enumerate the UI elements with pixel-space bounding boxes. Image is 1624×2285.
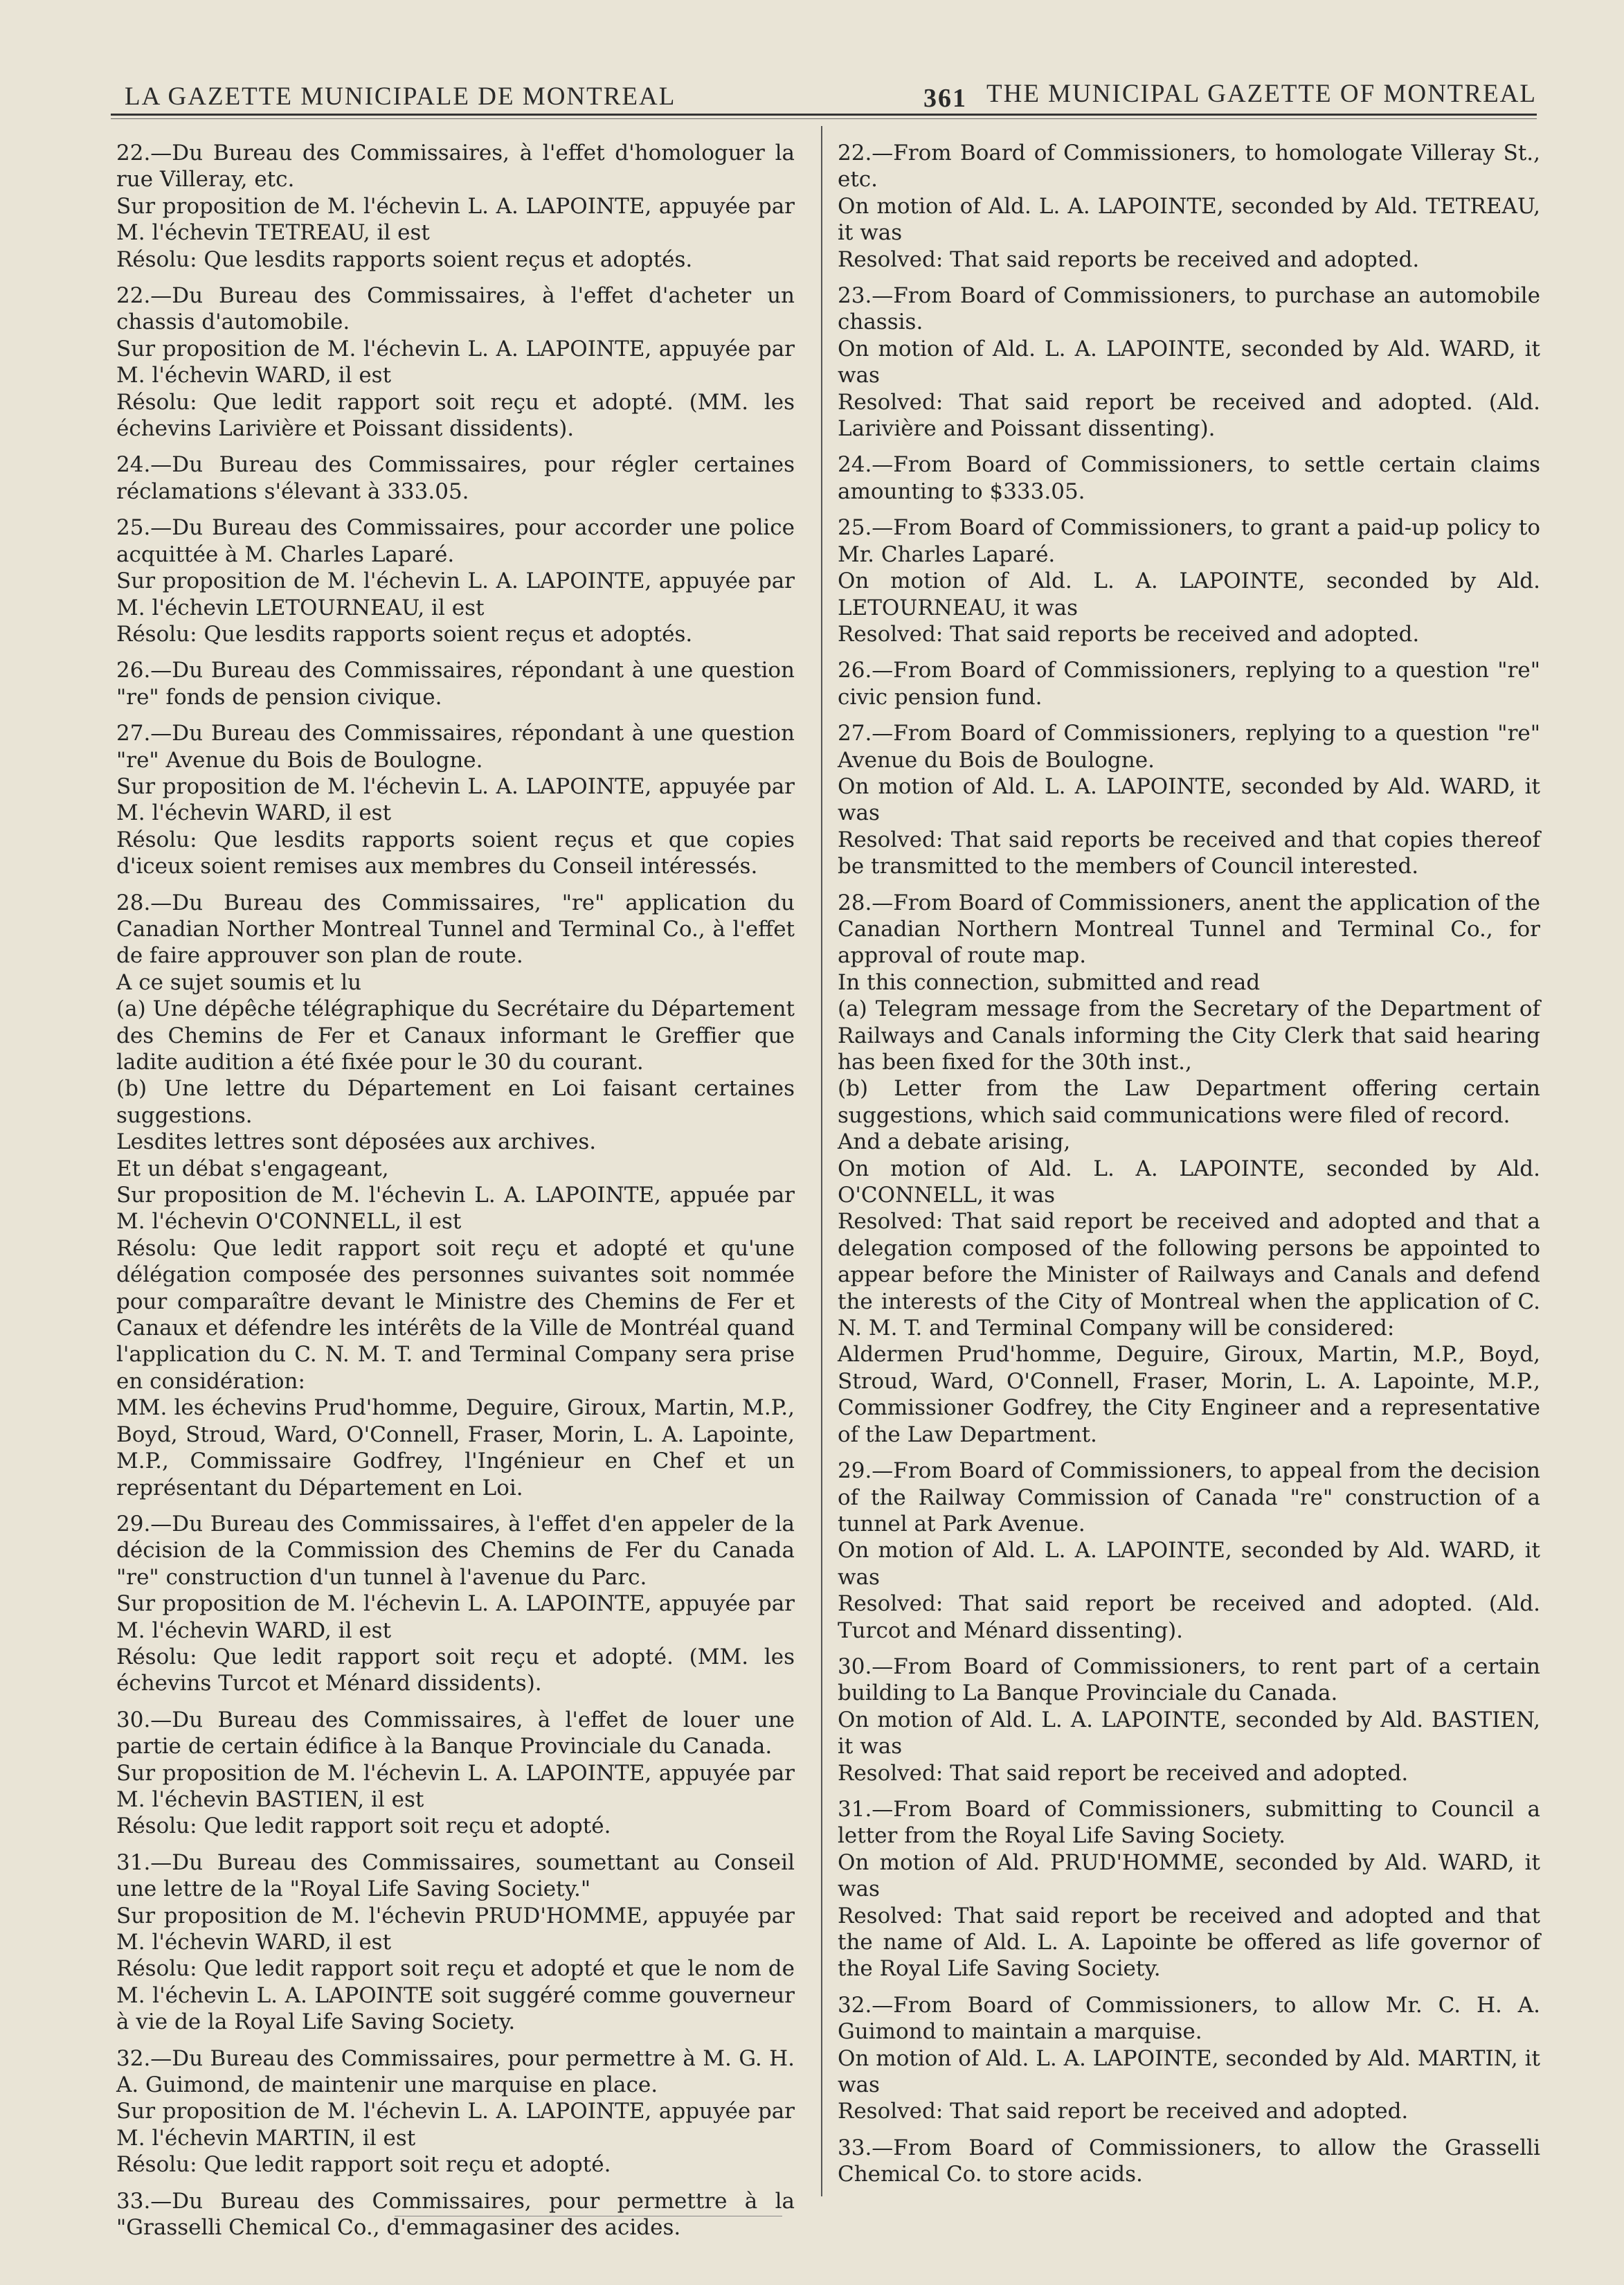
french-column [116,140,795,2241]
french-paragraph: 33.—Du Bureau des Commissaires, pour permettre à la "Grasselli Chemical Co., d'emmagasiner des acides. [116,2188,795,2241]
french-paragraph: 31.—Du Bureau des Commissaires, soumettant au Conseil une lettre de la "Royal Life Saving Society." [116,1849,795,1902]
english-column [838,140,1540,2188]
french-paragraph: 25.—Du Bureau des Commissaires, pour accorder une police acquittée à M. Charles Laparé. [116,515,795,567]
english-paragraph: Resolved: That said report be received and adopted. (Ald. Turcot and Ménard dissenting). [838,1591,1540,1643]
french-paragraph: Lesdites lettres sont déposées aux archives. [116,1129,597,1155]
english-paragraph: On motion of Ald. L. A. LAPOINTE, seconded by Ald. WARD, it was [838,336,1540,388]
english-paragraph: Resolved: That said report be received and adopted. [838,1760,1409,1786]
french-paragraph: 27.—Du Bureau des Commissaires, répondant à une question "re" Avenue du Bois de Boulogne. [116,721,795,773]
english-paragraph: On motion of Ald. L. A. LAPOINTE, seconded by Ald. BASTIEN, it was [838,1707,1540,1759]
french-paragraph: Résolu: Que ledit rapport soit reçu et adopté. [116,2152,611,2178]
french-paragraph: Résolu: Que lesdits rapports soient reçus et que copies d'iceux soient remises aux membres du Conseil intéressés. [116,827,795,879]
french-paragraph: Sur proposition de M. l'échevin L. A. LAPOINTE, appuyée par M. l'échevin WARD, il est [116,336,795,388]
english-paragraph: Resolved: That said report be received and adopted and that the name of Ald. L. A. Lapointe be offered as life governor of the Royal Life Saving Society. [838,1903,1540,1982]
french-paragraph: Et un débat s'engageant, [116,1156,389,1181]
header-rule-thin [111,118,1537,119]
english-paragraph: In this connection, submitted and read [838,969,1261,995]
english-paragraph: 24.—From Board of Commissioners, to settle certain claims amounting to $333.05. [838,452,1540,504]
french-paragraph: Sur proposition de M. l'échevin L. A. LAPOINTE, appuyée par M. l'échevin LETOURNEAU, il est [116,568,795,620]
french-paragraph: Sur proposition de M. l'échevin L. A. LAPOINTE, appuyée par M. l'échevin BASTIEN, il est [116,1760,795,1812]
french-paragraph: Sur proposition de M. l'échevin L. A. LAPOINTE, appuyée par M. l'échevin WARD, il est [116,1591,795,1643]
french-paragraph: Résolu: Que ledit rapport soit reçu et adopté et qu'une délégation composée des personnes suivantes soit nommée pour comparaître devant le Ministre des Chemins de Fer et Canaux et défendre les intérêts de la Ville de Montréal quand l'application du C. N. M. T. and Terminal Company sera prise en considération: [116,1235,795,1394]
french-paragraph: Résolu: Que ledit rapport soit reçu et adopté et que le nom de M. l'échevin L. A. LAPOINTE soit suggéré comme gouverneur à vie de la Royal Life Saving Society. [116,1956,795,2035]
english-paragraph: On motion of Ald. L. A. LAPOINTE, seconded by Ald. O'CONNELL, it was [838,1156,1540,1208]
french-paragraph: MM. les échevins Prud'homme, Deguire, Giroux, Martin, M.P., Boyd, Stroud, Ward, O'Connell, Fraser, Morin, L. A. Lapointe, M.P., Commissaire Godfrey, l'Ingénieur en Chef et un représentant du Département en Loi. [116,1395,795,1500]
page-number: 361 [923,84,967,113]
english-paragraph: 25.—From Board of Commissioners, to grant a paid-up policy to Mr. Charles Laparé. [838,515,1540,567]
french-paragraph: 30.—Du Bureau des Commissaires, à l'effet de louer une partie de certain édifice à la Banque Provinciale du Canada. [116,1707,795,1759]
english-paragraph: 27.—From Board of Commissioners, replying to a question "re" Avenue du Bois de Boulogne. [838,721,1540,773]
page-header [125,75,1537,116]
english-paragraph: On motion of Ald. L. A. LAPOINTE, seconded by Ald. MARTIN, it was [838,2045,1540,2098]
french-paragraph: (a) Une dépêche télégraphique du Secrétaire du Département des Chemins de Fer et Canaux informant le Greffier que ladite audition a été fixée pour le 30 du courant. [116,996,795,1075]
english-paragraph: Resolved: That said reports be received and adopted. [838,247,1420,272]
english-paragraph: Resolved: That said report be received and adopted. [838,2099,1409,2124]
english-paragraph: On motion of Ald. L. A. LAPOINTE, seconded by Ald. WARD, it was [838,773,1540,826]
english-paragraph: On motion of Ald. L. A. LAPOINTE, seconded by Ald. WARD, it was [838,1538,1540,1590]
french-paragraph: Sur proposition de M. l'échevin L. A. LAPOINTE, appuyée par M. l'échevin WARD, il est [116,773,795,826]
column-divider [821,126,822,2196]
french-paragraph: Sur proposition de M. l'échevin L. A. LAPOINTE, appuée par M. l'échevin O'CONNELL, il est [116,1183,795,1235]
french-paragraph: 29.—Du Bureau des Commissaires, à l'effet d'en appeler de la décision de la Commission des Chemins de Fer du Canada "re" construction d'un tunnel à l'avenue du Parc. [116,1511,795,1590]
english-paragraph: 30.—From Board of Commissioners, to rent part of a certain building to La Banque Provinciale du Canada. [838,1654,1540,1706]
english-paragraph: 22.—From Board of Commissioners, to homologate Villeray St., etc. [838,141,1540,192]
english-paragraph: 23.—From Board of Commissioners, to purchase an automobile chassis. [838,283,1540,335]
english-paragraph: Aldermen Prud'homme, Deguire, Giroux, Martin, M.P., Boyd, Stroud, Ward, O'Connell, Fraser, Morin, L. A. Lapointe, M.P., Commissioner Godfrey, the City Engineer and a representative of the Law Department. [838,1342,1540,1447]
english-paragraph: 31.—From Board of Commissioners, submitting to Council a letter from the Royal Life Saving Society. [838,1796,1540,1849]
french-paragraph: Résolu: Que lesdits rapports soient reçus et adoptés. [116,621,693,647]
english-paragraph: 32.—From Board of Commissioners, to allow Mr. C. H. A. Guimond to maintain a marquise. [838,1992,1540,2045]
french-paragraph: 22.—Du Bureau des Commissaires, à l'effet d'acheter un chassis d'automobile. [116,283,795,335]
english-paragraph: 29.—From Board of Commissioners, to appeal from the decision of the Railway Commission of Canada "re" construction of a tunnel at Park Avenue. [838,1458,1540,1536]
english-paragraph: Resolved: That said report be received and adopted. (Ald. Larivière and Poissant dissenting). [838,389,1540,442]
header-rule [111,114,1537,116]
french-paragraph: 26.—Du Bureau des Commissaires, répondant à une question "re" fonds de pension civique. [116,658,795,710]
french-paragraph: 22.—Du Bureau des Commissaires, à l'effet d'homologuer la rue Villeray, etc. [116,141,795,192]
french-paragraph: Sur proposition de M. l'échevin L. A. LAPOINTE, appuyée par M. l'échevin MARTIN, il est [116,2099,795,2151]
english-paragraph: 33.—From Board of Commissioners, to allow the Grasselli Chemical Co. to store acids. [838,2135,1540,2187]
french-paragraph: 24.—Du Bureau des Commissaires, pour régler certaines réclamations s'élevant à 333.05. [116,452,795,504]
english-paragraph: On motion of Ald. L. A. LAPOINTE, seconded by Ald. TETREAU, it was [838,193,1540,246]
french-paragraph: A ce sujet soumis et lu [116,969,362,995]
french-paragraph: Résolu: Que ledit rapport soit reçu et adopté. [116,1813,611,1839]
french-paragraph: 28.—Du Bureau des Commissaires, "re" application du Canadian Norther Montreal Tunnel and Terminal Co., à l'effet de faire approuver son plan de route. [116,890,795,969]
french-paragraph: Sur proposition de M. l'échevin PRUD'HOMME, appuyée par M. l'échevin WARD, il est [116,1903,795,1955]
french-paragraph: (b) Une lettre du Département en Loi faisant certaines suggestions. [116,1076,795,1128]
english-paragraph: And a debate arising, [838,1129,1071,1155]
french-paragraph: 32.—Du Bureau des Commissaires, pour permettre à M. G. H. A. Guimond, de maintenir une marquise en place. [116,2045,795,2098]
english-paragraph: 26.—From Board of Commissioners, replying to a question "re" civic pension fund. [838,658,1540,710]
english-paragraph: On motion of Ald. PRUD'HOMME, seconded by Ald. WARD, it was [838,1849,1540,1902]
header-title-french: LA GAZETTE MUNICIPALE DE MONTREAL [125,82,676,111]
french-paragraph: Sur proposition de M. l'échevin L. A. LAPOINTE, appuyée par M. l'échevin TETREAU, il est [116,193,795,246]
english-paragraph: Resolved: That said reports be received and adopted. [838,621,1420,647]
english-paragraph: Resolved: That said reports be received and that copies thereof be transmitted to the members of Council interested. [838,827,1540,879]
english-paragraph: 28.—From Board of Commissioners, anent the application of the Canadian Northern Montreal Tunnel and Terminal Co., for approval of route map. [838,890,1540,969]
french-paragraph: Résolu: Que lesdits rapports soient reçus et adoptés. [116,247,693,272]
english-paragraph: Resolved: That said report be received and adopted and that a delegation composed of the following persons be appointed to appear before the Minister of Railways and Canals and defend the interests of the City of Montreal when the application of C. N. M. T. and Terminal Company will be considered: [838,1209,1540,1341]
english-paragraph: On motion of Ald. L. A. LAPOINTE, seconded by Ald. LETOURNEAU, it was [838,568,1540,620]
header-title-english: THE MUNICIPAL GAZETTE OF MONTREAL [986,80,1537,108]
french-paragraph: Résolu: Que ledit rapport soit reçu et adopté. (MM. les échevins Larivière et Poissant dissidents). [116,389,795,442]
french-paragraph: Résolu: Que ledit rapport soit reçu et adopté. (MM. les échevins Turcot et Ménard dissidents). [116,1644,795,1696]
english-paragraph: (a) Telegram message from the Secretary of the Department of Railways and Canals informing the City Clerk that said hearing has been fixed for the 30th inst., [838,996,1540,1075]
english-paragraph: (b) Letter from the Law Department offering certain suggestions, which said communications were filed of record. [838,1076,1540,1128]
